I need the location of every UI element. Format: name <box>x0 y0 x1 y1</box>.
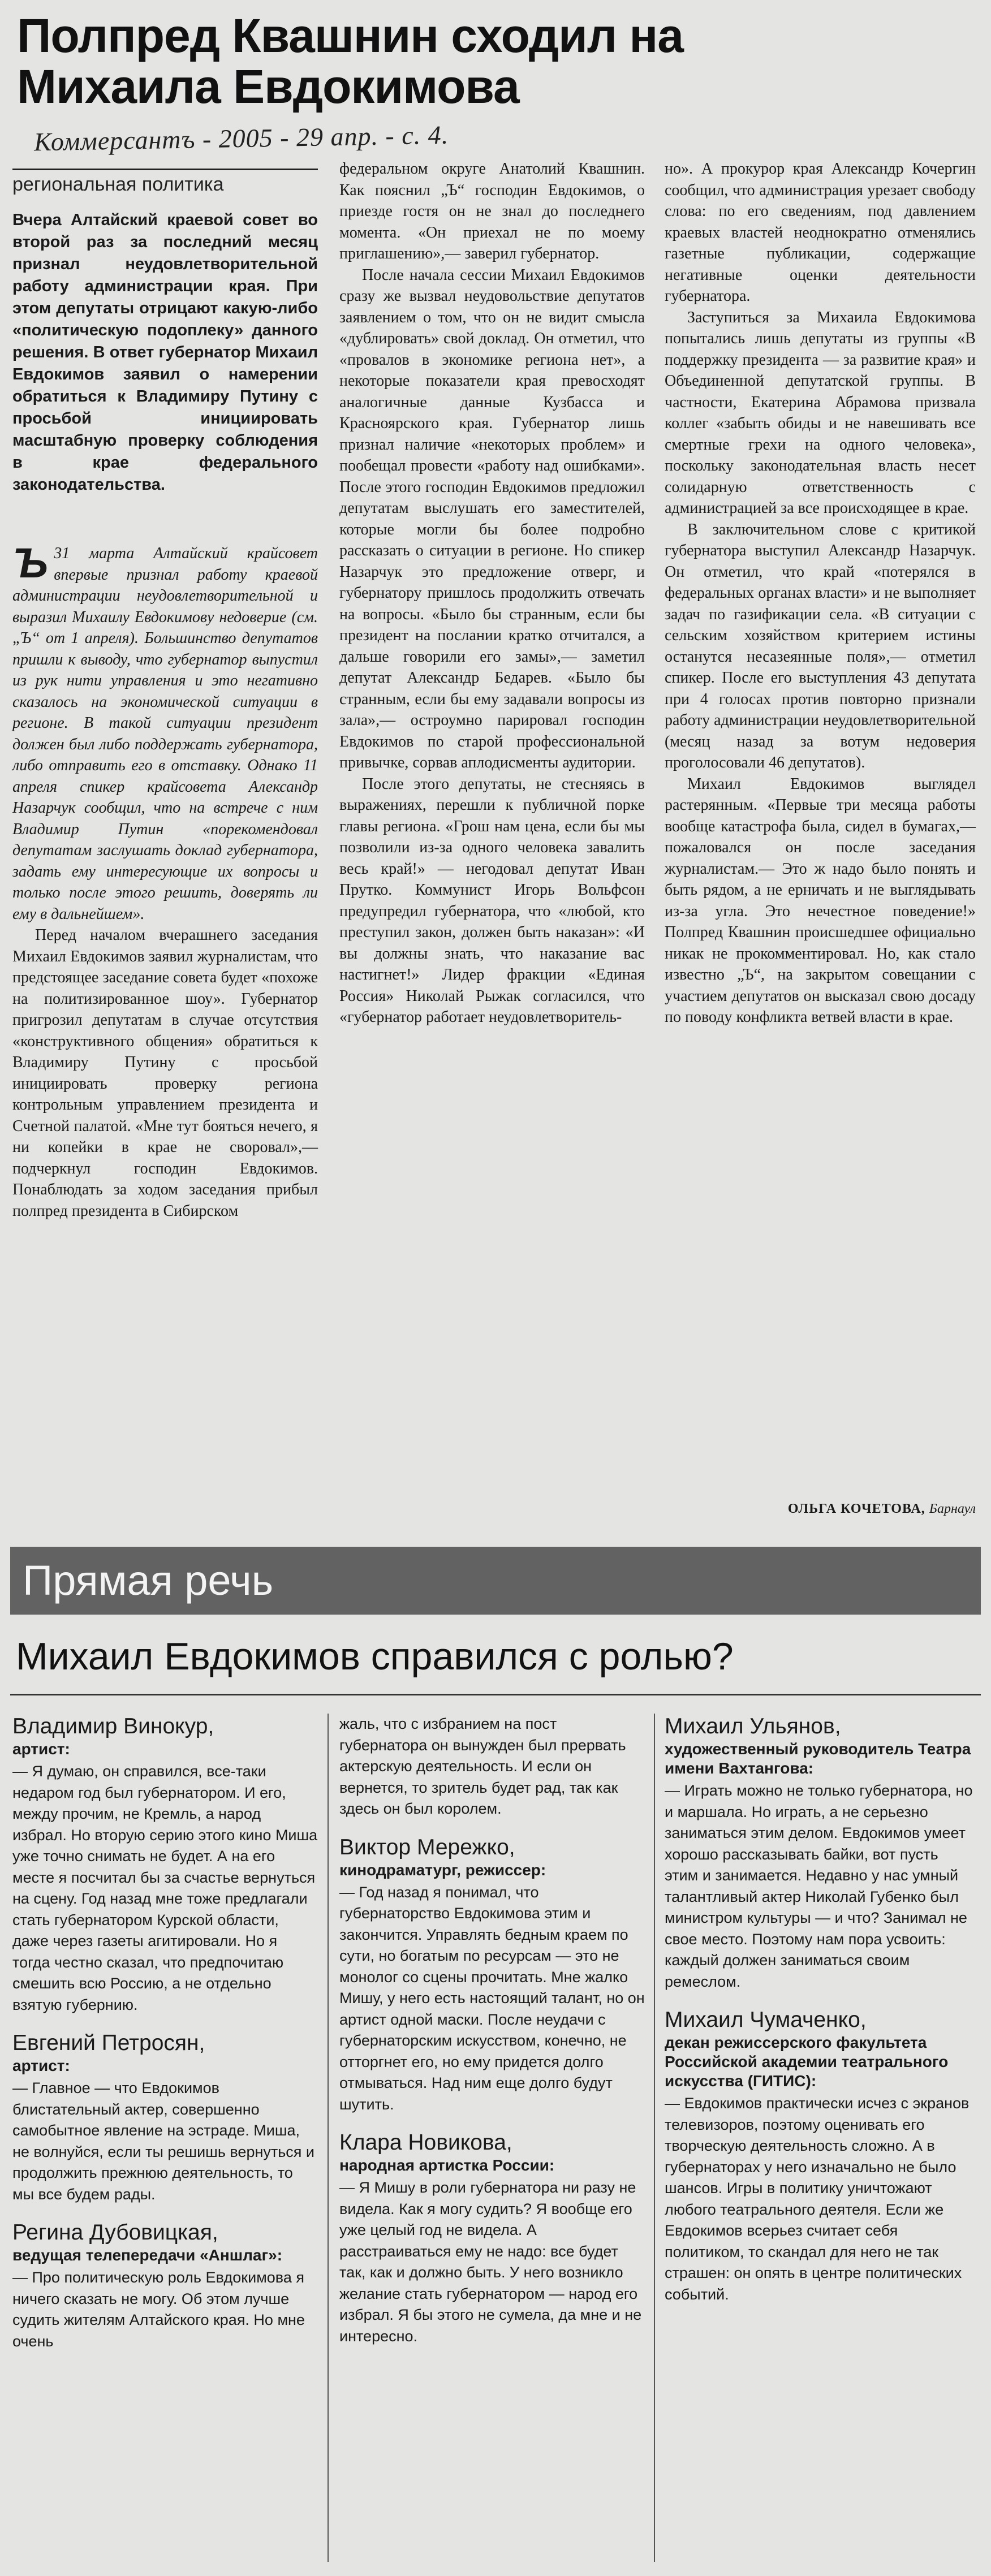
speaker-quote: — Я Мишу в роли губернатора ни разу не видела. Как я могу судить? Я вообще его уже целый год не видела. А расстраиваться ему не надо: все будет так, как и должно быть. У него возникло желание стать губернатором — народ его избрал. Я бы этого не сумела, да мне и не интересно. <box>339 2179 642 2345</box>
quote-block-merezhko <box>339 1835 645 2116</box>
byline-author: ОЛЬГА КОЧЕТОВА, <box>787 1501 925 1516</box>
speaker-quote: — Год назад я понимал, что губернаторство Евдокимова этим и закончится. Управлять бедным краем по сути, но богатым по ресурсам — это не монолог со сцены прочитать. Мне жалко Мишу, у него есть настоящий талант, но он артист одной маски. После неудачи с губернаторским искусством, конечно, не отторгнет его, но ему придется долго отмываться. Над ним еще долго будут шутить. <box>339 1883 645 2113</box>
body-paragraph-1: Перед началом вчерашнего заседания Михаил Евдокимов заявил журналистам, что предстоящее заседание совета будет «похоже на политизированное шоу». Губернатор пригрозил депутатам в случае отсутствия «конструктивного общения» обратиться к Владимиру Путину с просьбой инициировать проверку региона контрольным управлением президента и Счетной палатой. «Мне тут бояться нечего, я ни копейки в крае не своровал»,— подчеркнул господин Евдокимов. Понаблюдать за ходом заседания прибыл полпред президента в Сибирском <box>12 926 318 1220</box>
article-column-3 <box>665 158 976 1028</box>
speaker-name: Клара Новикова, <box>339 2130 512 2155</box>
speaker-role: декан режиссерского факультета Российской академии театрального искусства (ГИТИС): <box>665 2034 949 2090</box>
section-divider <box>10 1694 981 1695</box>
column-divider-2 <box>654 1714 655 2562</box>
body-paragraph-5: В заключительном слове с критикой губернатора выступил Александр Назарчук. Он отметил, что край «потерялся в федеральных органах власти» и не выполняет задач по газификации села. «В ситуации с сельским хозяйством критерием истины останутся несазеянные поля»,— отметил спикер. После его выступления 43 депутата при 4 голосах против повторно признали работу администрации неудовлетворительной (месяц назад за вотум недоверия проголосовали 46 депутатов). <box>665 520 976 771</box>
speaker-name: Михаил Ульянов, <box>665 1714 841 1738</box>
speaker-quote: — Про политическую роль Евдокимова я ничего сказать не могу. Об этом лучше судить жителям Алтайского края. Но мне очень <box>12 2269 305 2350</box>
speaker-name: Михаил Чумаченко, <box>665 2008 867 2032</box>
article-lead <box>12 209 318 496</box>
quotes-column-3 <box>665 1714 976 2320</box>
speaker-name: Владимир Винокур, <box>12 1714 214 1738</box>
section-rubric: региональная политика <box>12 169 318 196</box>
article-headline: Полпред Квашнин сходил на Михаила Евдокимова <box>17 9 683 113</box>
quote-block-dubovitskaya-continued <box>339 1714 645 1820</box>
speaker-role: артист: <box>12 2057 70 2074</box>
quotes-column-1 <box>12 1714 318 2367</box>
speaker-quote: — Играть можно не только губернатора, но и маршала. Но играть, а не серьезно заниматься этим делом. Евдокимов умеет хорошо рассказывать байки, вот пусть этим и занимается. Недавно у нас умный талантливый актер Николай Губенко был министром культуры — и что? Занимал не свое место. Поэтому нам пора усвоить: каждый должен заниматься своим ремеслом. <box>665 1782 973 1990</box>
body-paragraph-4: Заступиться за Михаила Евдокимова попытались лишь депутаты из группы «В поддержку президента — за развитие края» и Объединенной депутатской группы. В частности, Екатерина Абрамова призвала коллег «забыть обиды и не навешивать все смертные грехи на одного человека», поскольку законодательная власть несет солидарную ответственность с администрацией за все происходящее в крае. <box>665 308 976 517</box>
quote-block-dubovitskaya <box>12 2220 318 2352</box>
direct-speech-headline: Михаил Евдокимов справился с ролью? <box>16 1635 734 1678</box>
quotes-column-2 <box>339 1714 645 2362</box>
speaker-role: художественный руководитель Театра имени Вахтангова: <box>665 1740 971 1777</box>
speaker-role: артист: <box>12 1740 70 1758</box>
intro-text: 31 марта Алтайский крайсовет впервые признал работу краевой администрации неудовлетворительной и выразил Михаилу Евдокимову недоверие (см. „Ъ“ от 1 апреля). Большинство депутатов пришли к выводу, что губернатор выпустил из рук нити управления и это негативно сказалось на экономической ситуации в регионе. В такой ситуации президент должен был либо поддержать губернатора, либо отправить его в отставку. Однако 11 апреля спикер крайсовета Александр Назарчук сообщил, что на встрече с ним Владимир Путин «порекомендовал депутатам заслушать доклад губернатора, задать ему интересующие их вопросы и только после этого решить, доверять ли ему в дальнейшем». <box>12 545 318 923</box>
lead-text: Вчера Алтайский краевой совет во второй раз за последний месяц признал неудовлетворительной работу администрации края. При этом депутаты отрицают какую-либо «политическую подоплеку» данного решения. В ответ губернатор Михаил Евдокимов заявил о намерении обратиться к Владимиру Путину с просьбой инициировать масштабную проверку соблюдения в крае федерального законодательства. <box>12 211 318 494</box>
speaker-quote: — Я думаю, он справился, все-таки недаром год был губернатором. И его, между прочим, не Кремль, а народ избрал. Но вторую серию этого кино Миша уже точно снимать не будет. А на его месте я посчитал бы за счастье вернуться на сцену. Год назад мне тоже предлагали стать губернатором Курской области, даже через газеты агитировали. Но я тогда честно сказал, что предпочитаю смешить всю Россию, а не отдельно взятую губернию. <box>12 1763 318 2013</box>
article-byline <box>687 1501 976 1517</box>
body-paragraph-6: Михаил Евдокимов выглядел растерянным. «Первые три месяца работы вообще катастрофа была, сидел в бумагах,— пожаловался он после заседания журналистам.— Это ж надо было понять и быть рядом, а не ерничать и не выглядывать из-за угла. Это нечестное поведение!» Полпред Квашнин происшедшее официально никак не прокомментировал. Но, как стало известно „Ъ“, на закрытом совещании с участием депутатов он высказал свою досаду по поводу конфликта ветвей власти в крае. <box>665 775 976 1026</box>
quote-block-ulyanov <box>665 1714 976 1992</box>
body-paragraph-2: После начала сессии Михаил Евдокимов сразу же вызвал неудовольствие депутатов заявлением о том, что он не видит смысла «дублировать» свой доклад. Он отметил, что «провалов в экономике региона нет», а некоторые показатели края превосходят аналогичные данные Кузбасса и Красноярского края. Губернатор лишь признал наличие «некоторых проблем» и пообещал провести «работу над ошибками». После этого господин Евдокимов предложил депутатам выслушать его заместителей, которые могли бы более подробно рассказать о ситуации в регионе. Но спикер Назарчук это предложение отверг, и губернатору пришлось продолжить отвечать на вопросы. «Было бы странным, если бы президент на послании кратко отчитался, а дальше говорили его замы»,— заметил депутат Александр Бедарев. «Было бы странным, если бы ему задавали вопросы из зала»,— остроумно парировал господин Евдокимов по старой профессиональной привычке, сорвав аплодисменты аудитории. <box>339 266 645 771</box>
direct-speech-band: Прямая речь <box>10 1547 981 1615</box>
speaker-role: кинодраматург, режиссер: <box>339 1861 546 1879</box>
quote-block-petrosyan <box>12 2030 318 2205</box>
speaker-quote: жаль, что с избранием на пост губернатора он вынужден был прервать актерскую деятельность. И если он вернется, то зритель будет рад, так как здесь он был королем. <box>339 1715 626 1817</box>
speaker-name: Виктор Мережко, <box>339 1835 515 1859</box>
column-divider-1 <box>328 1714 329 2562</box>
quote-block-chumachenko <box>665 2007 976 2305</box>
body-paragraph-1-continued: федеральном округе Анатолий Квашнин. Как пояснил „Ъ“ господин Евдокимов, о приезде гостя он не знал до последнего момента. «Он приехал не по моему приглашению»,— заверил губернатор. <box>339 160 645 262</box>
speaker-role: ведущая телепередачи «Аншлаг»: <box>12 2246 283 2264</box>
dropcap-logo: Ъ <box>12 540 49 586</box>
speaker-quote: — Евдокимов практически исчез с экранов телевизоров, поэтому оценивать его творческую деятельность сложно. А в губернаторах у него изначально не было шансов. Игры в политику уничтожают любого театрального деятеля. Если же Евдокимов всерьез считает себя политиком, то скандал для него не так страшен: он опять в центре политических событий. <box>665 2095 970 2303</box>
quote-block-novikova <box>339 2130 645 2347</box>
byline-city: Барнаул <box>929 1501 976 1516</box>
body-paragraph-3-continued: но». А прокурор края Александр Кочергин сообщил, что администрация урезает свободу слова: по его сведениям, под давлением краевых властей неоднократно отменялись газетные публикации, содержащие негативные оценки деятельности губернатора. <box>665 160 976 305</box>
handwritten-source-note: Коммерсантъ - 2005 - 29 апр. - с. 4. <box>33 120 449 157</box>
article-column-1 <box>12 540 318 1222</box>
article-column-2 <box>339 158 645 1028</box>
speaker-name: Регина Дубовицкая, <box>12 2220 218 2245</box>
speaker-name: Евгений Петросян, <box>12 2031 205 2055</box>
speaker-quote: — Главное — что Евдокимов блистательный актер, совершенно самобытное явление на эстраде. Миша, не волнуйся, если ты решишь вернуться и продолжить прежнюю деятельность, то мы все будем рады. <box>12 2079 315 2203</box>
intro-paragraph <box>12 540 318 925</box>
body-paragraph-3: После этого депутаты, не стесняясь в выражениях, перешли к публичной порке главы региона. «Грош нам цена, если бы мы позволили из-за одного человека завалить весь край!» — негодовал депутат Иван Прутко. Коммунист Игорь Вольфсон предупредил губернатора, что «любой, кто преступил закон, должен быть наказан»: «И вы должны знать, что наказание вас настигнет!» Лидер фракции «Единая Россия» Николай Рыжак согласился, что «губернатор работает неудовлетворитель- <box>339 775 645 1026</box>
quote-block-vinokur <box>12 1714 318 2016</box>
speaker-role: народная артистка России: <box>339 2156 555 2174</box>
